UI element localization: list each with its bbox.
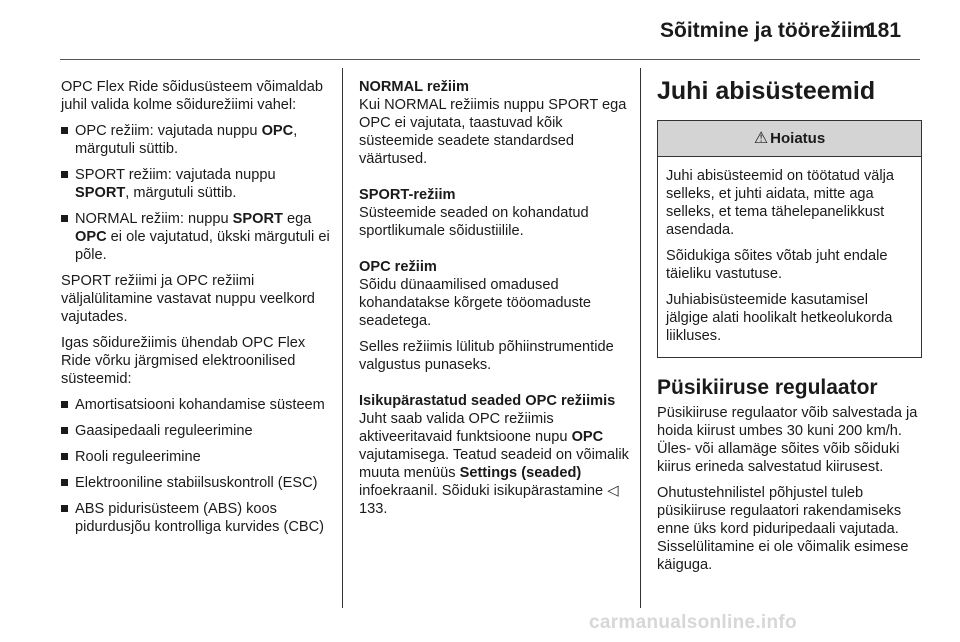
list-item: Gaasipedaali reguleerimine: [61, 422, 331, 440]
paragraph: Sõidu dünaamilised omadused kohandatakse kõrgete tööomaduste seadetega.: [359, 277, 592, 329]
text: vajutamisega. Teatud seadeid on võimalik muuta menüüs: [359, 447, 629, 481]
page-header: [0, 0, 960, 60]
paragraph: Kui NORMAL režiimis nuppu SPORT ega OPC ei vajutata, taastuvad kõik süsteemide seadete standardsed väärtused.: [359, 97, 627, 167]
item-text: , märgutuli süttib.: [125, 185, 237, 201]
paragraph: [359, 410, 631, 518]
mode-list: [61, 122, 331, 264]
paragraph: Ohutustehnilistel põhjustel tuleb püsikiiruse regulaatori rakendamiseks enne üks kord piduripedaali vajutada. Sisselülitamine ei ole võimalik esimese käiguga.: [657, 485, 909, 573]
item-text: SPORT režiim: vajutada nuppu: [75, 167, 276, 183]
paragraph: Selles režiimis lülitub põhiinstrumentide valgustus punaseks.: [359, 339, 614, 373]
warning-body: [658, 157, 921, 357]
cruise-control-heading: Püsikiiruse regulaator: [657, 376, 878, 399]
text: infoekraanil. Sõiduki isikupärastamine: [359, 483, 608, 499]
section-title: Sõitmine ja töörežiim: [660, 19, 872, 42]
driver-assist-heading: Juhi abisüsteemid: [657, 77, 876, 105]
item-bold: SPORT: [232, 211, 283, 227]
warning-header: [658, 121, 921, 157]
opc-mode-heading: OPC režiim: [359, 259, 437, 275]
item-text: , märgutuli süttib.: [75, 123, 298, 157]
page-reference-icon[interactable]: ◁: [607, 483, 619, 499]
paragraph: Juhi abisüsteemid on töötatud välja selleks, et juhti aidata, mitte aga selleks, et tema tähelepanelikkust asendada.: [666, 168, 894, 238]
header-divider: [60, 59, 920, 60]
list-item: ABS pidurisüsteem (ABS) koos pidurdusjõu kontrolliga kurvides (CBC): [61, 500, 331, 536]
watermark-site: carmanualsonline.info: [589, 612, 797, 633]
warning-triangle-icon: ⚠: [753, 130, 769, 147]
item-bold: OPC: [75, 229, 107, 245]
sport-mode-heading: SPORT-režiim: [359, 187, 456, 203]
text: Juht saab valida OPC režiimis aktiveeritavaid funktsioone nupu: [359, 411, 572, 445]
warning-title: Hoiatus: [770, 130, 826, 147]
bold-text: Settings (seaded): [459, 465, 582, 481]
column-divider-2: [640, 68, 641, 608]
paragraph: Igas sõidurežiimis ühendab OPC Flex Ride võrku järgmised elektroonilised süsteemid:: [61, 335, 306, 387]
intro-paragraph: OPC Flex Ride sõidusüsteem võimaldab juhil valida kolme sõidurežiimi vahel:: [61, 79, 323, 113]
item-text: ega: [282, 211, 312, 227]
paragraph: SPORT režiimi ja OPC režiimi väljalülitamine vastavat nuppu veelkord vajutades.: [61, 273, 315, 325]
paragraph: Juhiabisüsteemide kasutamisel jälgige alati hoolikalt hetkeolukorda liikluses.: [666, 292, 893, 344]
warning-box: [657, 120, 922, 358]
page-reference[interactable]: 133.: [359, 501, 388, 517]
paragraph: Sõidukiga sõites võtab juht endale täieliku vastutuse.: [666, 248, 888, 282]
system-list: [61, 396, 331, 536]
list-item: [61, 166, 331, 202]
list-item: Rooli reguleerimine: [61, 448, 331, 466]
column-2: [359, 78, 631, 526]
item-text: NORMAL režiim: nuppu: [75, 211, 233, 227]
paragraph: Süsteemide seaded on kohandatud sportlikumale sõidustiilile.: [359, 205, 589, 239]
column-divider-1: [342, 68, 343, 608]
item-text: ei ole vajutatud, ükski märgutuli ei põle.: [75, 229, 330, 263]
item-bold: SPORT: [75, 185, 126, 201]
item-text: OPC režiim: vajutada nuppu: [75, 123, 262, 139]
paragraph: Püsikiiruse regulaator võib salvestada ja hoida kiirust umbes 30 kuni 200 km/h. Üles- või allamäge sõites võib sõiduki kiirus erineda salvestatud kiirusest.: [657, 405, 918, 475]
list-item: Elektrooniline stabiilsuskontroll (ESC): [61, 474, 331, 492]
page-number: 181: [866, 19, 902, 42]
custom-settings-heading: Isikupärastatud seaded OPC režiimis: [359, 393, 616, 409]
list-item: Amortisatsiooni kohandamise süsteem: [61, 396, 331, 414]
column-1: [61, 78, 331, 544]
item-bold: OPC: [261, 123, 294, 139]
bold-text: OPC: [571, 429, 604, 445]
list-item: [61, 210, 331, 264]
list-item: [61, 122, 331, 158]
column-3: [657, 76, 922, 582]
normal-mode-heading: NORMAL režiim: [359, 79, 470, 95]
